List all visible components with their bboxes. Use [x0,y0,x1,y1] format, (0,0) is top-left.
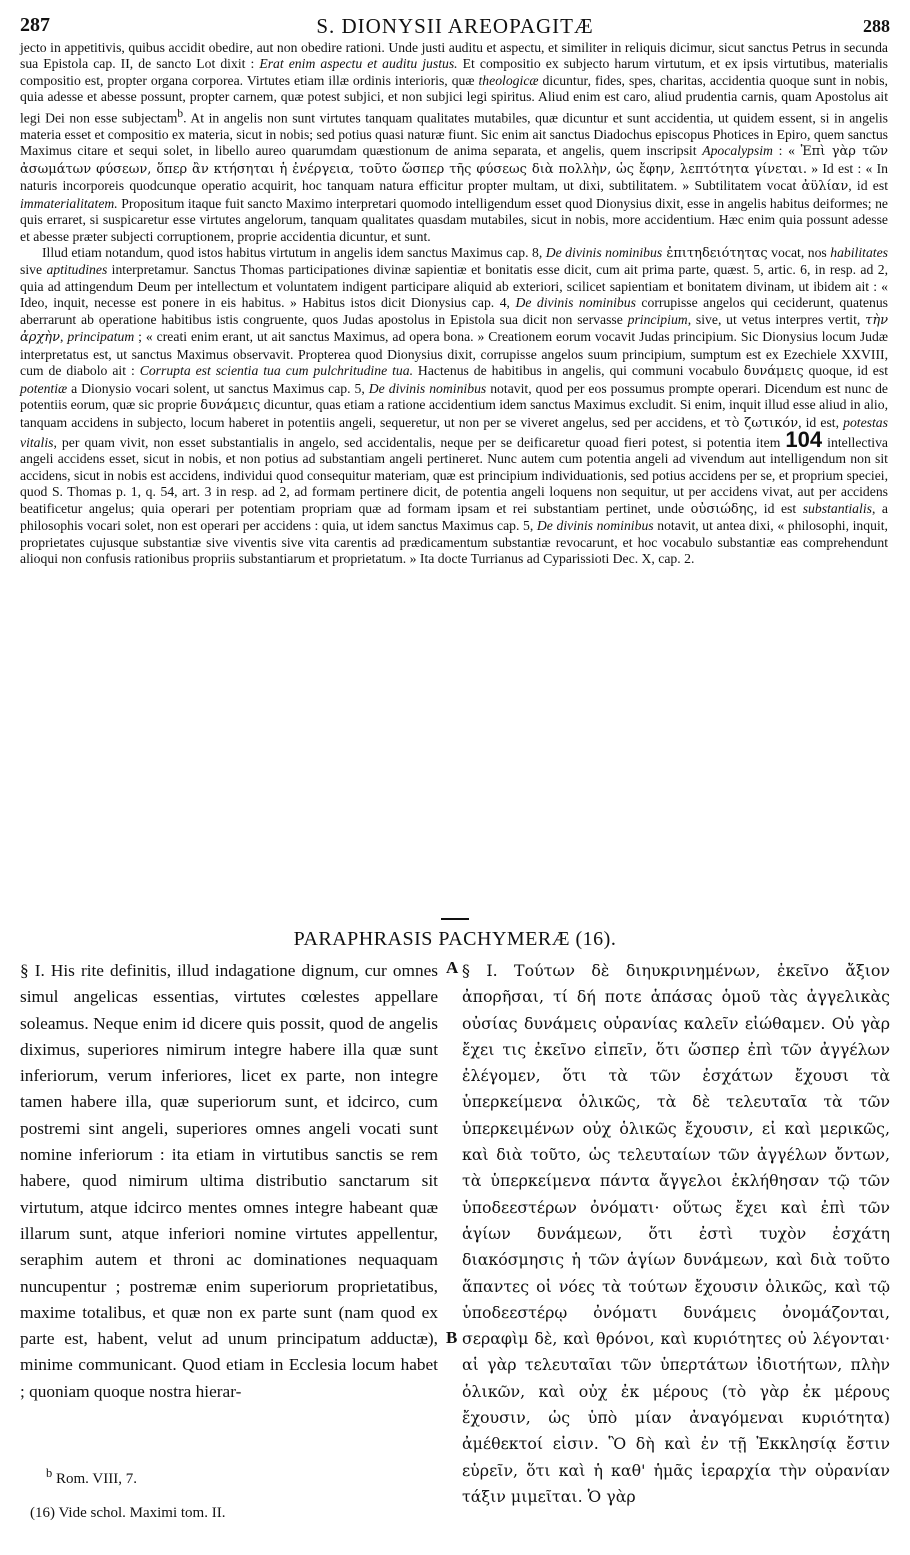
section-divider [441,918,469,920]
greek-column: § I. Τούτων δὲ διηυκρινημένων, ἐκεῖνο ἄξιον ἀπορῆσαι, τί δή ποτε ἁπάσας ὁμοῦ τὰς ἀγγελικὰς οὐσίας δυνάμεις οὐρανίας καλεῖν εἰώθαμεν. Οὐ γὰρ ἔχει τις ἐκεῖνο εἰπεῖν, ὅτι ὥσπερ ἐπὶ τῶν ἀγγέλων ἐλέγομεν, ὅτι τὰ τῶν ἐσχάτων ἔχουσι τὰ ὑπερκείμενα ὁλικῶς, τὰ δὲ τελευταῖα τὰ τῶν ὑπερκειμένων οὐχ ὁλικῶς ἔχουσιν, εἰ καὶ μερικῶς, καὶ διὰ τοῦτο, ὡς τελευταίων τῶν ἀγγέλων ὄντων, τὰ ὑπερκείμενα πάντα ἄγγελοι ἐκλήθησαν τῷ τῶν ὑποδεεστέρων ὀνόματι· οὕτως ἔχει καὶ ἐπὶ τῶν ἁγίων δυνάμεων, ὅτι ἐστὶ τυχὸν ἐσχάτη διακόσμησις ἡ τῶν ἁγίων δυνάμεων, καὶ διὰ τοῦτο ἅπαντες οἱ νόες τὰ τούτων ἔχουσιν ὁλικῶς, καὶ τῷ ὑποδεεστέρῳ ὀνόματι δυνάμεις ὀνομάζονται, σεραφὶμ δὲ, καὶ θρόνοι, καὶ κυριότητες οὐ λέγονται· αἱ γὰρ τελευταῖαι τῶν ὑπερτάτων ἰδιοτήτων, πλὴν ὁλικῶν, καὶ οὐχ ἐκ μέρους (τὸ γὰρ ἐκ μέρους ἔχουσιν, ὡς ὑπὸ μίαν ἀναγόμεναι κυριότητα) ἀμέθεκτοί εἰσιν. Ὃ δὴ καὶ ἐν τῇ Ἐκκλησίᾳ ἔστιν εὑρεῖν, ὅτι καὶ ἡ καθ' ἡμᾶς ἱεραρχία τὴν οὐρανίαν τάξιν μιμεῖται. Ὁ γὰρ [462,961,890,1506]
footnote-16: (16) Vide schol. Maximi tom. II. [30,1505,226,1521]
page-number-right: 288 [863,16,890,36]
footnote-ref-b: b [177,107,184,120]
page-header [20,14,890,38]
commentary-paragraph-1: jecto in appetitivis, quibus accidit obedire, aut non obedire rationi. Unde justi auditu et aspectu, et similiter in reliquis dicimur, sicut sanctus Petrus in secunda sua Epistola cap. II, de sancto Lot dixit : Erat enim aspectu et auditu justus. Et compositio ex subjecto harum virtutum, et ex ipsis virtutibus, materialis compositio est, propter organa corporea. Virtutes etiam illæ ordinis interioris, quæ theologicæ dicuntur, fides, spes, charitas, accidentia quoque sunt in nobis, quia adesse et abesse possunt, propter carnem, quæ potest subjici, et non subjici legi spiritus. Aliud enim est caro, aliud prudentia carnis, quam Apostolus ait legi Dei non esse subjectam$^b$. At in angelis non sunt virtutes tanquam qualitates mutabiles, quæ dicuntur et sunt accidentia, ut quidem essent, si in angelis materia esset et compositio ex materia, sicut in nobis; sed potius quasi naturæ fiunt. Sic enim ait sanctus Diadochus episcopus Photices in Epiro, quem sanctus Maximus citare et sequi solet, in libello aureo quarumdam quæstionum de anima separata, et angelis, quem inscripsit Apocalypsim : « Ἐπὶ γὰρ τῶν ἀσωμάτων φύσεων, ὅπερ ἂν κτήσηται ἡ ἐνέργεια, τοῦτο ὥσπερ τῆς φύσεως διὰ πολλὴν, ὡς ἔφην, λεπτότητα γίνεται. » Id est : « In naturis incorporeis quodcunque operatio acquirit, hoc tanquam natura efficitur propter multam, ut dixi, subtilitatem. » Subtilitatem vocat ἀϋλίαν, id est immaterialitatem. Propositum itaque fuit sancto Maximo interpretari quomodo intelligendum esset quod Dionysius dixit, esse in angelis habitus deiformes; ne quis erraret, si suspicaretur esse virtutes angelorum, tanquam qualitates quasdam mutabiles, sicut in nobis, more accidentium. Hæc enim quia possunt adesse et abesse præter subjecti corruptionem, proprie accidentia dicuntur, et sunt. [20,40,889,244]
margin-marker-b: B [446,1328,458,1347]
section-title: PARAPHRASIS PACHYMERÆ (16). [293,928,617,950]
page-number-left: 287 [20,14,50,36]
footnote-b: $^b$ Rom. VIII, 7. [46,1466,137,1487]
running-title: S. DIONYSII AREOPAGITÆ [316,14,594,38]
greek-quotation: Ἐπὶ γὰρ τῶν ἀσωμάτων φύσεων, ὅπερ ἂν κτήσηται ἡ ἐνέργεια, τοῦτο ὥσπερ τῆς φύσεως διὰ πολλὴν, ὡς ἔφην, λεπτότητα γίνεται. [20,144,888,177]
latin-column: § I. His rite definitis, illud indagatione dignum, cur omnes simul angelicas essentias, virtutes cœlestes appellare soleamus. Neque enim id dicere quis possit, quod de angelis diximus, superiores nimirum integre habere illa quæ sunt inferiorum, verum inferiores, licet ex parte, non integre tamen habere illa, quæ superiorum sunt, et idcirco, cum postremi sint angeli, superiores omnes angeli vocati sunt nomine inferiorum : ita etiam in virtutibus sanctis se rem habere, quod nimirum ultima distributio sanctarum sit virtutum, atque idcirco mentes omnes integre habeant quæ illarum sunt, atque inferiori nomine virtutes appellentur, seraphim autem et throni ac dominationes nequaquam nuncupentur ; postremæ enim superiorum proprietatibus, maxime totalibus, et quæ non ex parte sunt (nam quod ex parte est, habent, velut ad unum principatum adductæ), minime communicant. Quod etiam in Ecclesia locum habet ; quoniam quoque nostra hierar- [20,961,438,1401]
commentary-text [20,40,888,568]
margin-marker-a: A [446,958,459,977]
column-number: 104 [785,426,823,452]
commentary-paragraph-2: Illud etiam notandum, quod istos habitus virtutum in angelis idem sanctus Maximus cap. 8, De divinis nominibus ἐπιτηδειότητας vocat, nos habilitates sive aptitudines interpretamur. Sanctus Thomas participationes divinæ sapientiæ et bonitatis esse dicit, cum ait prima parte, quæst. 5, artic. 6, in resp. ad 2, quia ad attingendum Deum per intellectum et voluntatem indigent participare aliquid ab exteriori, scilicet sapientiam et bonitatem divinam, ut ibidem ait : « Ideo, inquit, necesse est ponere in eis habitus. » Habitus istos dicit Dionysius cap. 4, De divinis nominibus corrupisse angelos qui ceciderunt, quatenus aberrarunt ab operatione habitibus istis congruente, quos Judas apostolus in Epistola sua dicit non servasse principium, sive, ut vetus interpres vertit, τὴν ἀρχὴν, principatum ; « creati enim erant, ut ait sanctus Maximus, ad opera bona. » Creationem eorum vocavit Judas principium. Sic Dionysius locum Judæ interpretatus est, ut sanctus Maximus observavit. Propterea quod Dionysius dixit, corrupisse angelos suum principium, sumptum est ex Ezechiele XXVIII, cum de diabolo ait : Corrupta est scientia tua cum pulchritudine tua. Hactenus de habitibus in angelis, qui communi vocabulo δυνάμεις quoque, id est potentiæ a Dionysio vocari solent, ut sanctus Maximus cap. 5, De divinis nominibus notavit, quod per eos possumus prompte operari. Dicendum est nunc de potentiis eorum, quæ sic proprie δυνάμεις dicuntur, quas etiam a ratione accidentium idem sanctus Maximus excludit. Si enim, inquit illud esse aliud in alio, tanquam accidens in subjecto, locum haberet in potentiis angeli, sequeretur, ut non per se viveret angelus, sed per accidens, et τὸ ζωτικόν, id est, potestas vitalis, per quam vivit, non esset substantialis in angelo, sed accidentalis, neque per se deificaretur quoad fieri potest, si potentia item 104 intellectiva angeli accidens esset, sicut in nobis, et non potius ad substantiam angeli pertineret. Nunc autem cum potentia angeli ad vivendum aut intelligendum non sit accidens, sicut in nobis est accidens, individui quod consequitur materiam, quæ est principium individuationis, sed potius accidens per se, et proprium speciei, quod S. Thomas p. 1, q. 54, art. 3 in resp. ad 2, ad formam pertinere dicit, de potentia angeli loquens non sequitur, ut per accidens vivat, aut per accidens beatificetur angelus; quia operari per potentiam propriam quæ ad formam ipsam et rei substantiam pertinet, unde οὐσιώδης, id est substantialis, a philosophis vocari solet, non est operari per accidens : quia, ut idem sanctus Maximus cap. 5, De divinis nominibus notavit, ut antea dixi, « philosophi, inquit, proprietates cujusque substantiæ sive viventis sive vita carentis ad prædicamentum substantiæ revocarunt, et hoc vocabulo substantiæ eas comprehendunt alioqui non confusis rationibus propriis substantiarum et proprietatum. » Ita docte Turrianus ad Cyparissioti Dec. X, cap. 2. [20,245,889,567]
